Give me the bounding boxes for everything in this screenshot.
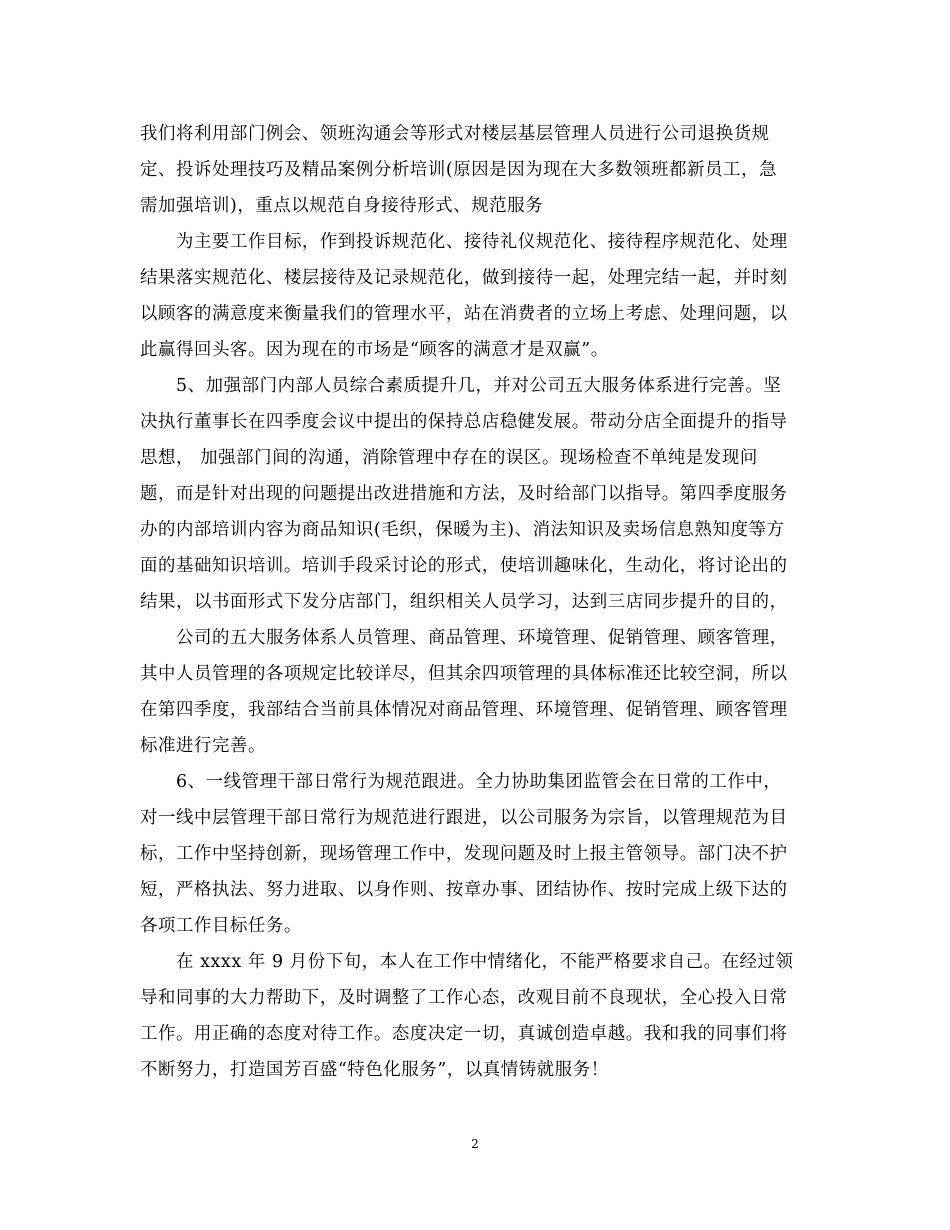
- text-line: 各项工作目标任务。: [140, 916, 302, 936]
- text-line: 为主要工作目标，作到投诉规范化、接待礼仪规范化、接待程序规范化、处理: [176, 232, 788, 252]
- text-line: 我们将利用部门例会、领班沟通会等形式对楼层基层管理人员进行公司退换货规: [140, 124, 770, 144]
- text-line: 结果，以书面形式下发分店部门，组织相关人员学习，达到三店同步提升的目的，: [140, 592, 788, 612]
- text-line: 以顾客的满意度来衡量我们的管理水平，站在消费者的立场上考虑、处理问题，以: [140, 304, 788, 324]
- text-line: 题，而是针对出现的问题提出改进措施和方法，及时给部门以指导。第四季度服务: [140, 484, 788, 504]
- text-line: 工作。用正确的态度对待工作。态度决定一切，真诚创造卓越。我和我的同事们将: [140, 1024, 788, 1044]
- text-line: 标，工作中坚持创新，现场管理工作中，发现问题及时上报主管领导。部门决不护: [140, 844, 788, 864]
- text-line: 标准进行完善。: [140, 736, 266, 756]
- text-line: 不断努力，打造国芳百盛“特色化服务”，以真情铸就服务！: [140, 1060, 609, 1080]
- text-line: 在第四季度，我部结合当前具体情况对商品管理、环境管理、促销管理、顾客管理: [140, 700, 788, 720]
- text-line: 导和同事的大力帮助下，及时调整了工作心态，改观目前不良现状，全心投入日常: [140, 988, 788, 1008]
- page-number: 2: [471, 1137, 479, 1151]
- text-line: 在 xxxx 年 9 月份下旬，本人在工作中情绪化，不能严格要求自己。在经过领: [176, 952, 794, 972]
- text-line: 5、加强部门内部人员综合素质提升几，并对公司五大服务体系进行完善。坚: [176, 376, 782, 396]
- text-line: 结果落实规范化、楼层接待及记录规范化，做到接待一起，处理完结一起，并时刻: [140, 268, 788, 288]
- text-line: 思想， 加强部门间的沟通，消除管理中存在的误区。现场检查不单纯是发现问: [140, 448, 758, 468]
- text-line: 定、投诉处理技巧及精品案例分析培训(原因是因为现在大多数领班都新员工，急: [140, 160, 778, 180]
- text-line: 需加强培训)，重点以规范自身接待形式、规范服务: [140, 196, 544, 216]
- text-line: 此赢得回头客。因为现在的市场是“顾客的满意才是双赢”。: [140, 340, 609, 360]
- text-line: 短，严格执法、努力进取、以身作则、按章办事、团结协作、按时完成上级下达的: [140, 880, 788, 900]
- text-line: 6、一线管理干部日常行为规范跟进。全力协助集团监管会在日常的工作中，: [176, 772, 782, 792]
- text-line: 决执行董事长在四季度会议中提出的保持总店稳健发展。带动分店全面提升的指导: [140, 412, 788, 432]
- text-line: 办的内部培训内容为商品知识(毛织，保暖为主)、消法知识及卖场信息熟知度等方: [140, 520, 785, 540]
- text-line: 公司的五大服务体系人员管理、商品管理、环境管理、促销管理、顾客管理，: [176, 628, 788, 648]
- text-line: 其中人员管理的各项规定比较详尽，但其余四项管理的具体标准还比较空洞，所以: [140, 664, 788, 684]
- text-line: 对一线中层管理干部日常行为规范进行跟进，以公司服务为宗旨，以管理规范为目: [140, 808, 788, 828]
- text-line: 面的基础知识培训。培训手段采讨论的形式，使培训趣味化，生动化，将讨论出的: [140, 556, 788, 576]
